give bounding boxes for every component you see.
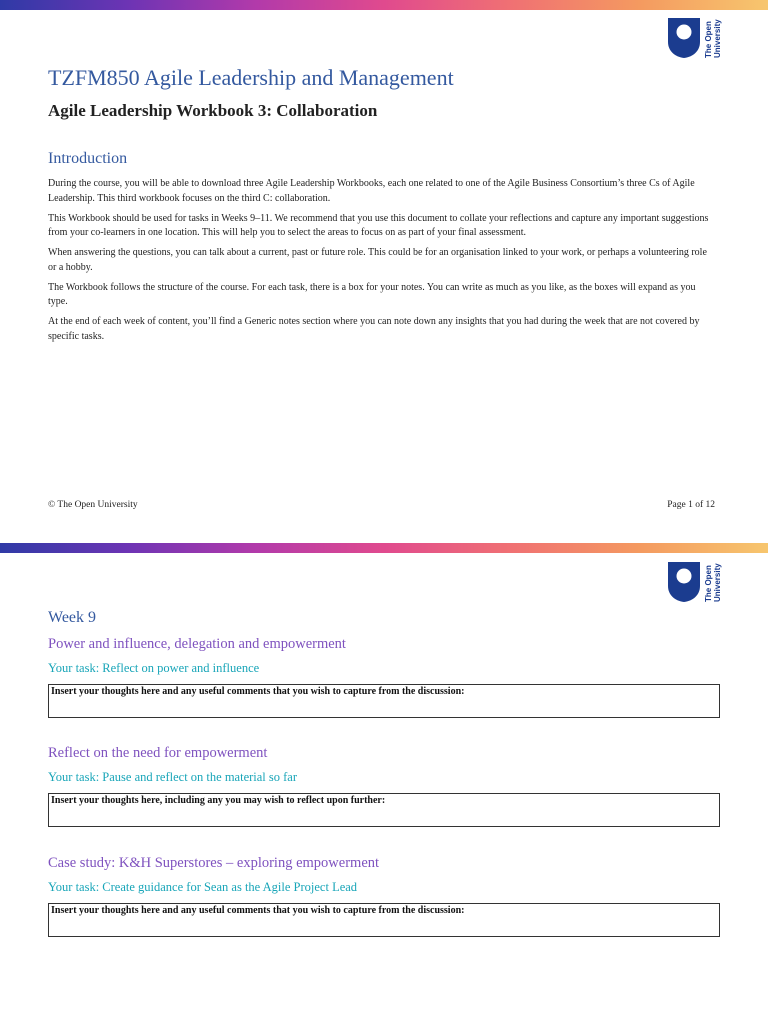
- notes-box[interactable]: [48, 684, 720, 718]
- paragraph: At the end of each week of content, you’ll find a Generic notes section where you can note down any insights that you had during the week that are not covered by specific tasks.: [48, 316, 700, 342]
- paragraph: During the course, you will be able to download three Agile Leadership Workbooks, each one related to one of the Agile Business Consortium’s three Cs of Agile Leadership. This third workbook focuses on the third C: collaboration.: [48, 178, 695, 204]
- footer-copyright: © The Open University: [48, 500, 138, 510]
- notes-box-prompt: Insert your thoughts here, including any you may wish to reflect upon further:: [51, 795, 386, 806]
- notes-box[interactable]: [48, 903, 720, 937]
- logo-wordmark-line-1: The Open: [704, 565, 713, 602]
- paragraph: When answering the questions, you can talk about a current, past or future role. This could be for an organisation linked to your work, or perhaps a volunteering role or a hobby.: [48, 247, 707, 273]
- footer-page-number: Page 1 of 12: [667, 500, 715, 510]
- document-subtitle: Agile Leadership Workbook 3: Collaboration: [48, 101, 378, 120]
- open-university-shield-icon: [668, 18, 700, 58]
- notes-box-prompt: Insert your thoughts here and any useful comments that you wish to capture from the discussion:: [51, 686, 465, 697]
- brand-gradient-banner: [0, 0, 768, 10]
- brand-gradient-banner: [0, 543, 768, 553]
- open-university-logo: [668, 18, 726, 59]
- open-university-logo: [668, 562, 726, 603]
- task-label: Your task: Reflect on power and influence: [48, 661, 260, 675]
- introduction-heading: Introduction: [48, 150, 128, 167]
- notes-box-prompt: Insert your thoughts here and any useful comments that you wish to capture from the discussion:: [51, 905, 465, 916]
- section-heading: Reflect on the need for empowerment: [48, 745, 268, 761]
- open-university-shield-icon: [668, 562, 700, 602]
- logo-wordmark: [704, 18, 724, 58]
- week-heading: Week 9: [48, 609, 97, 626]
- logo-wordmark-line-1: The Open: [704, 21, 713, 58]
- notes-box[interactable]: [48, 793, 720, 827]
- logo-wordmark-line-2: University: [713, 19, 722, 58]
- paragraph: This Workbook should be used for tasks in Weeks 9–11. We recommend that you use this document to collate your reflections and capture any important suggestions from your co-learners in one location. This will help you to select the areas to focus on as part of your final assessment.: [48, 212, 709, 238]
- section-heading: Case study: K&H Superstores – exploring empowerment: [48, 855, 380, 871]
- logo-wordmark-line-2: University: [713, 563, 722, 602]
- logo-wordmark: [704, 562, 724, 602]
- paragraph: The Workbook follows the structure of the course. For each task, there is a box for your notes. You can write as much as you like, as the boxes will expand as you type.: [48, 281, 696, 307]
- task-label: Your task: Create guidance for Sean as the Agile Project Lead: [48, 880, 358, 894]
- section-heading: Power and influence, delegation and empowerment: [48, 636, 346, 652]
- document-title: TZFM850 Agile Leadership and Management: [48, 65, 454, 90]
- introduction-body: [48, 177, 715, 350]
- task-label: Your task: Pause and reflect on the material so far: [48, 770, 298, 784]
- page-2: [0, 543, 768, 1024]
